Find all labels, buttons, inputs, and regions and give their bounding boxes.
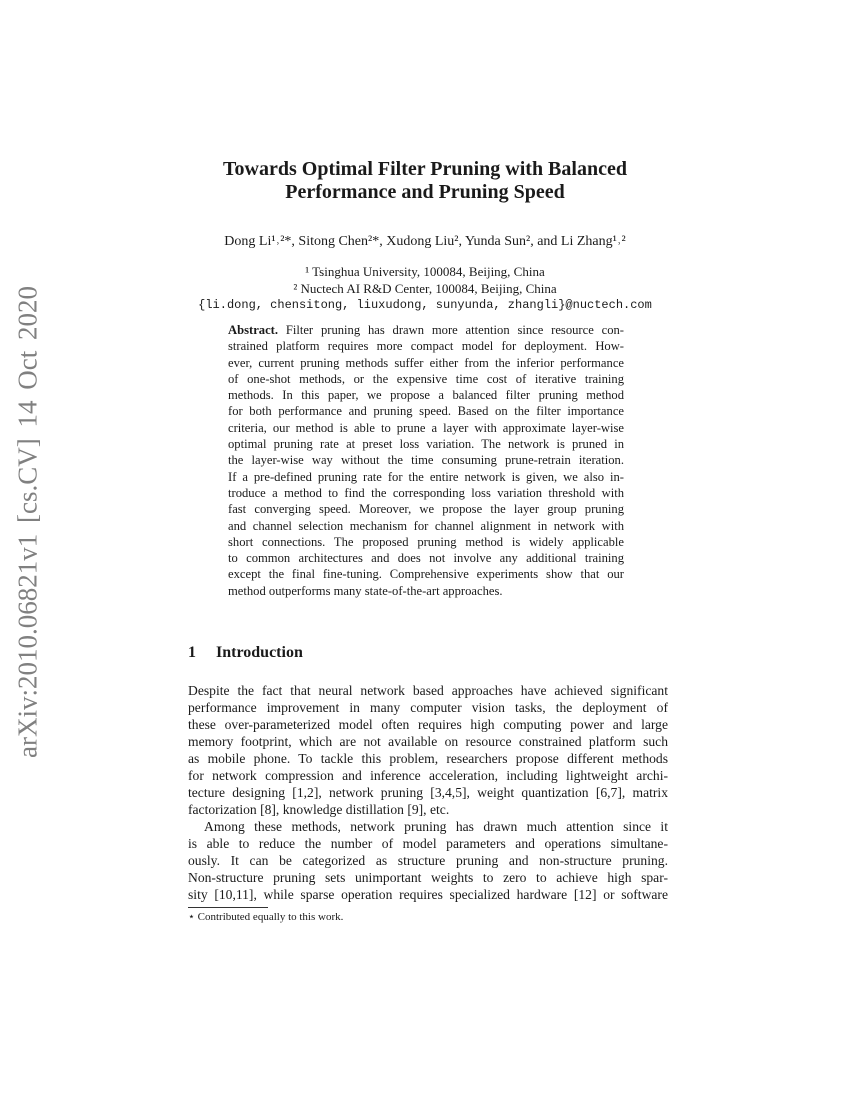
abstract-line: criteria, our method is able to prune a layer with approximate layer-wise	[228, 420, 624, 435]
paragraph-line: these over-parameterized model often requires high computing power and large	[188, 717, 668, 732]
paragraph-line: sity [10,11], while sparse operation requires specialized hardware [12] or software	[188, 887, 668, 902]
paragraph-line: tecture designing [1,2], network pruning [3,4,5], weight quantization [6,7], matrix	[188, 785, 668, 800]
introduction-body	[188, 682, 668, 903]
abstract-line: strained platform requires more compact model for deployment. How-	[228, 339, 624, 354]
abstract-label: Abstract.	[228, 323, 279, 337]
paragraph-line: memory footprint, which are not available on resource constrained platform such	[188, 734, 668, 749]
abstract-line: If a pre-defined pruning rate for the entire network is given, we also in-	[228, 469, 624, 484]
abstract-line: for both performance and pruning speed. Based on the filter importance	[228, 404, 624, 419]
paragraph-line: performance improvement in many computer vision tasks, the deployment of	[188, 700, 668, 715]
abstract-line: methods. In this paper, we propose a balanced filter pruning method	[228, 388, 624, 403]
footnote: ⋆ Contributed equally to this work.	[188, 911, 344, 923]
paragraph-line: Non-structure pruning sets unimportant weights to zero to achieve high spar-	[188, 870, 668, 885]
paper-title-line-2: Performance and Pruning Speed	[285, 181, 565, 203]
section-number: 1	[188, 644, 196, 661]
abstract-line: short connections. The proposed pruning method is widely applicable	[228, 534, 624, 549]
abstract-line: optimal pruning rate at preset loss variation. The network is pruned in	[228, 437, 624, 452]
abstract-line: fast converging speed. Moreover, we propose the layer group pruning	[228, 502, 624, 517]
affiliation-2: ² Nuctech AI R&D Center, 100084, Beijing, China	[293, 281, 557, 296]
abstract-line: the layer-wise way without the time consuming prune-retrain iteration.	[228, 453, 624, 468]
abstract-line: to common architectures and does not involve any additional training	[228, 551, 624, 566]
affiliation-1: ¹ Tsinghua University, 100084, Beijing, China	[305, 264, 545, 279]
paragraph-line: Among these methods, network pruning has drawn much attention since it	[204, 819, 668, 834]
abstract-line: ever, current pruning methods suffer either from the inferior performance	[228, 355, 624, 370]
abstract	[228, 322, 624, 599]
arxiv-stamp: arXiv:2010.06821v1 [cs.CV] 14 Oct 2020	[12, 286, 43, 758]
abstract-line: and channel selection mechanism for channel alignment in network with	[228, 518, 624, 533]
abstract-line: method outperforms many state-of-the-art approaches.	[228, 583, 503, 598]
paragraph-line: as mobile phone. To tackle this problem, researchers propose different methods	[188, 751, 668, 766]
abstract-text: Filter pruning has drawn more attention since resource con-	[285, 323, 624, 337]
paragraph-line: for network compression and inference acceleration, including lightweight archi-	[188, 768, 668, 783]
abstract-line: of one-shot methods, or the expensive time cost of iterative training	[228, 371, 624, 386]
footnote-rule	[188, 907, 268, 908]
abstract-line: except the final fine-tuning. Comprehensive experiments show that our	[228, 567, 624, 582]
paragraph-line: factorization [8], knowledge distillation [9], etc.	[188, 802, 450, 817]
abstract-line	[228, 322, 624, 338]
section-heading	[188, 644, 303, 662]
emails: {li.dong, chensitong, liuxudong, sunyunda, zhangli}@nuctech.com	[198, 298, 652, 312]
section-title: Introduction	[216, 644, 303, 661]
abstract-line: troduce a method to find the corresponding loss variation threshold with	[228, 485, 624, 500]
paragraph-line: Despite the fact that neural network based approaches have achieved significant	[188, 683, 668, 698]
authors: Dong Li¹˒²*, Sitong Chen²*, Xudong Liu², Yunda Sun², and Li Zhang¹˒²	[224, 234, 626, 249]
paragraph-line: ously. It can be categorized as structure pruning and non-structure pruning.	[188, 853, 668, 868]
paragraph-line: is able to reduce the number of model parameters and operations simultane-	[188, 836, 668, 851]
paper-title-line-1: Towards Optimal Filter Pruning with Balanced	[223, 158, 627, 180]
